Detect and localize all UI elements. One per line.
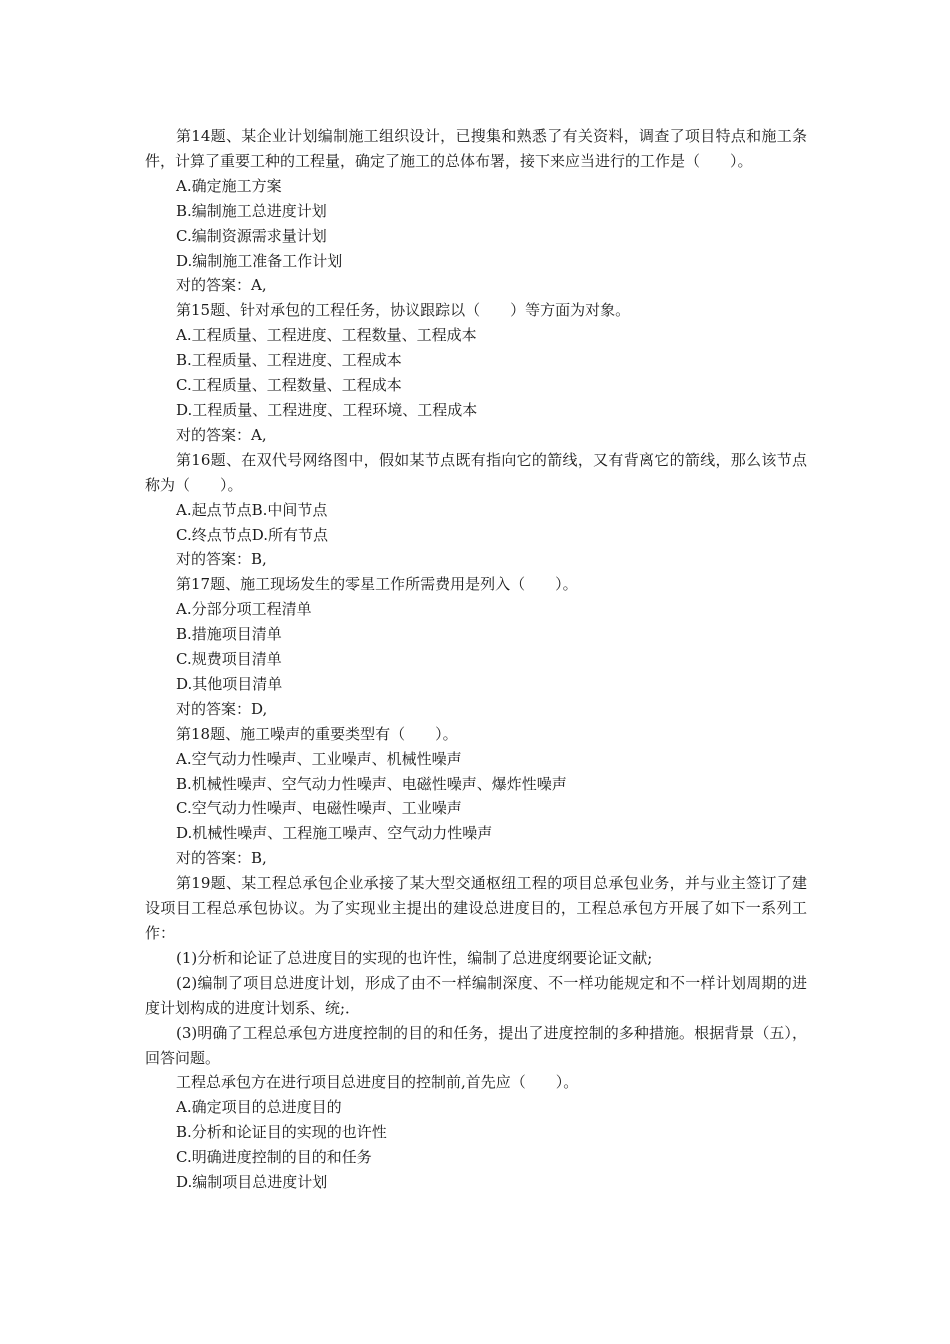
question-15-answer: 对的答案：A, — [176, 425, 267, 444]
question-15-stem: 第15题、针对承包的工程任务，协议跟踪以（ ）等方面为对象。 — [176, 301, 631, 320]
question-16-options-cd: C.终点节点D.所有节点 — [176, 525, 328, 544]
question-19-option-a: A.确定项目的总进度目的 — [176, 1098, 342, 1117]
question-18-stem: 第18题、施工噪声的重要类型有（ ）。 — [176, 724, 458, 743]
question-15-option-d: D.工程质量、工程进度、工程环境、工程成本 — [176, 400, 478, 419]
question-14-stem: 第14题、某企业计划编制施工组织设计，已搜集和熟悉了有关资料，调查了项目特点和施工条件，计算了重要工种的工程量，确定了施工的总体布署，接下来应当进行的工作是（ ）。 — [145, 127, 807, 170]
question-15-option-b: B.工程质量、工程进度、工程成本 — [176, 351, 402, 370]
question-18-option-d: D.机械性噪声、工程施工噪声、空气动力性噪声 — [176, 824, 493, 843]
question-15-option-a: A.工程质量、工程进度、工程数量、工程成本 — [176, 326, 477, 345]
question-18-option-b: B.机械性噪声、空气动力性噪声、电磁性噪声、爆炸性噪声 — [176, 774, 567, 793]
question-15-option-c: C.工程质量、工程数量、工程成本 — [176, 376, 402, 395]
question-14-answer: 对的答案：A, — [176, 276, 267, 295]
question-16-stem: 第16题、在双代号网络图中，假如某节点既有指向它的箭线，又有背离它的箭线，那么该节点称为（ ）。 — [145, 450, 807, 494]
question-14-option-d: D.编制施工准备工作计划 — [176, 251, 343, 270]
question-16-options-ab: A.起点节点B.中间节点 — [176, 500, 328, 519]
question-17-option-c: C.规费项目清单 — [176, 650, 282, 669]
question-17-option-b: B.措施项目清单 — [176, 625, 282, 644]
question-14-option-a: A.确定施工方案 — [176, 176, 282, 195]
question-19-subquestion: 工程总承包方在进行项目总进度目的控制前,首先应（ ）。 — [176, 1073, 579, 1092]
question-14-option-c: C.编制资源需求量计划 — [176, 226, 327, 245]
question-19-item-2: (2)编制了项目总进度计划，形成了由不一样编制深度、不一样功能规定和不一样计划周期的进度计划构成的进度计划系、统;． — [145, 973, 807, 1017]
question-19-stem: 第19题、某工程总承包企业承接了某大型交通枢纽工程的项目总承包业务，并与业主签订了建设项目工程总承包协议。为了实现业主提出的建设总进度目的，工程总承包方开展了如下一系列工作： — [145, 874, 807, 942]
question-14-option-b: B.编制施工总进度计划 — [176, 201, 327, 220]
question-17-stem: 第17题、施工现场发生的零星工作所需费用是列入（ ）。 — [176, 575, 578, 594]
question-18-option-a: A.空气动力性噪声、工业噪声、机械性噪声 — [176, 749, 462, 768]
question-19-item-3: (3)明确了工程总承包方进度控制的目的和任务，提出了进度控制的多种措施。根据背景（五），回答问题。 — [145, 1023, 807, 1067]
question-18-answer: 对的答案：B, — [176, 849, 267, 868]
question-18-option-c: C.空气动力性噪声、电磁性噪声、工业噪声 — [176, 799, 462, 818]
question-16-answer: 对的答案：B, — [176, 550, 267, 569]
question-17-option-d: D.其他项目清单 — [176, 674, 283, 693]
question-19-option-b: B.分析和论证目的实现的也许性 — [176, 1123, 387, 1142]
question-19-option-d: D.编制项目总进度计划 — [176, 1173, 328, 1192]
question-19-item-1: (1)分析和论证了总进度目的实现的也许性，编制了总进度纲要论证文献; — [176, 948, 653, 967]
question-17-option-a: A.分部分项工程清单 — [176, 600, 312, 619]
document-page — [145, 124, 807, 1195]
question-19-option-c: C.明确进度控制的目的和任务 — [176, 1148, 372, 1167]
question-17-answer: 对的答案：D, — [176, 699, 268, 718]
